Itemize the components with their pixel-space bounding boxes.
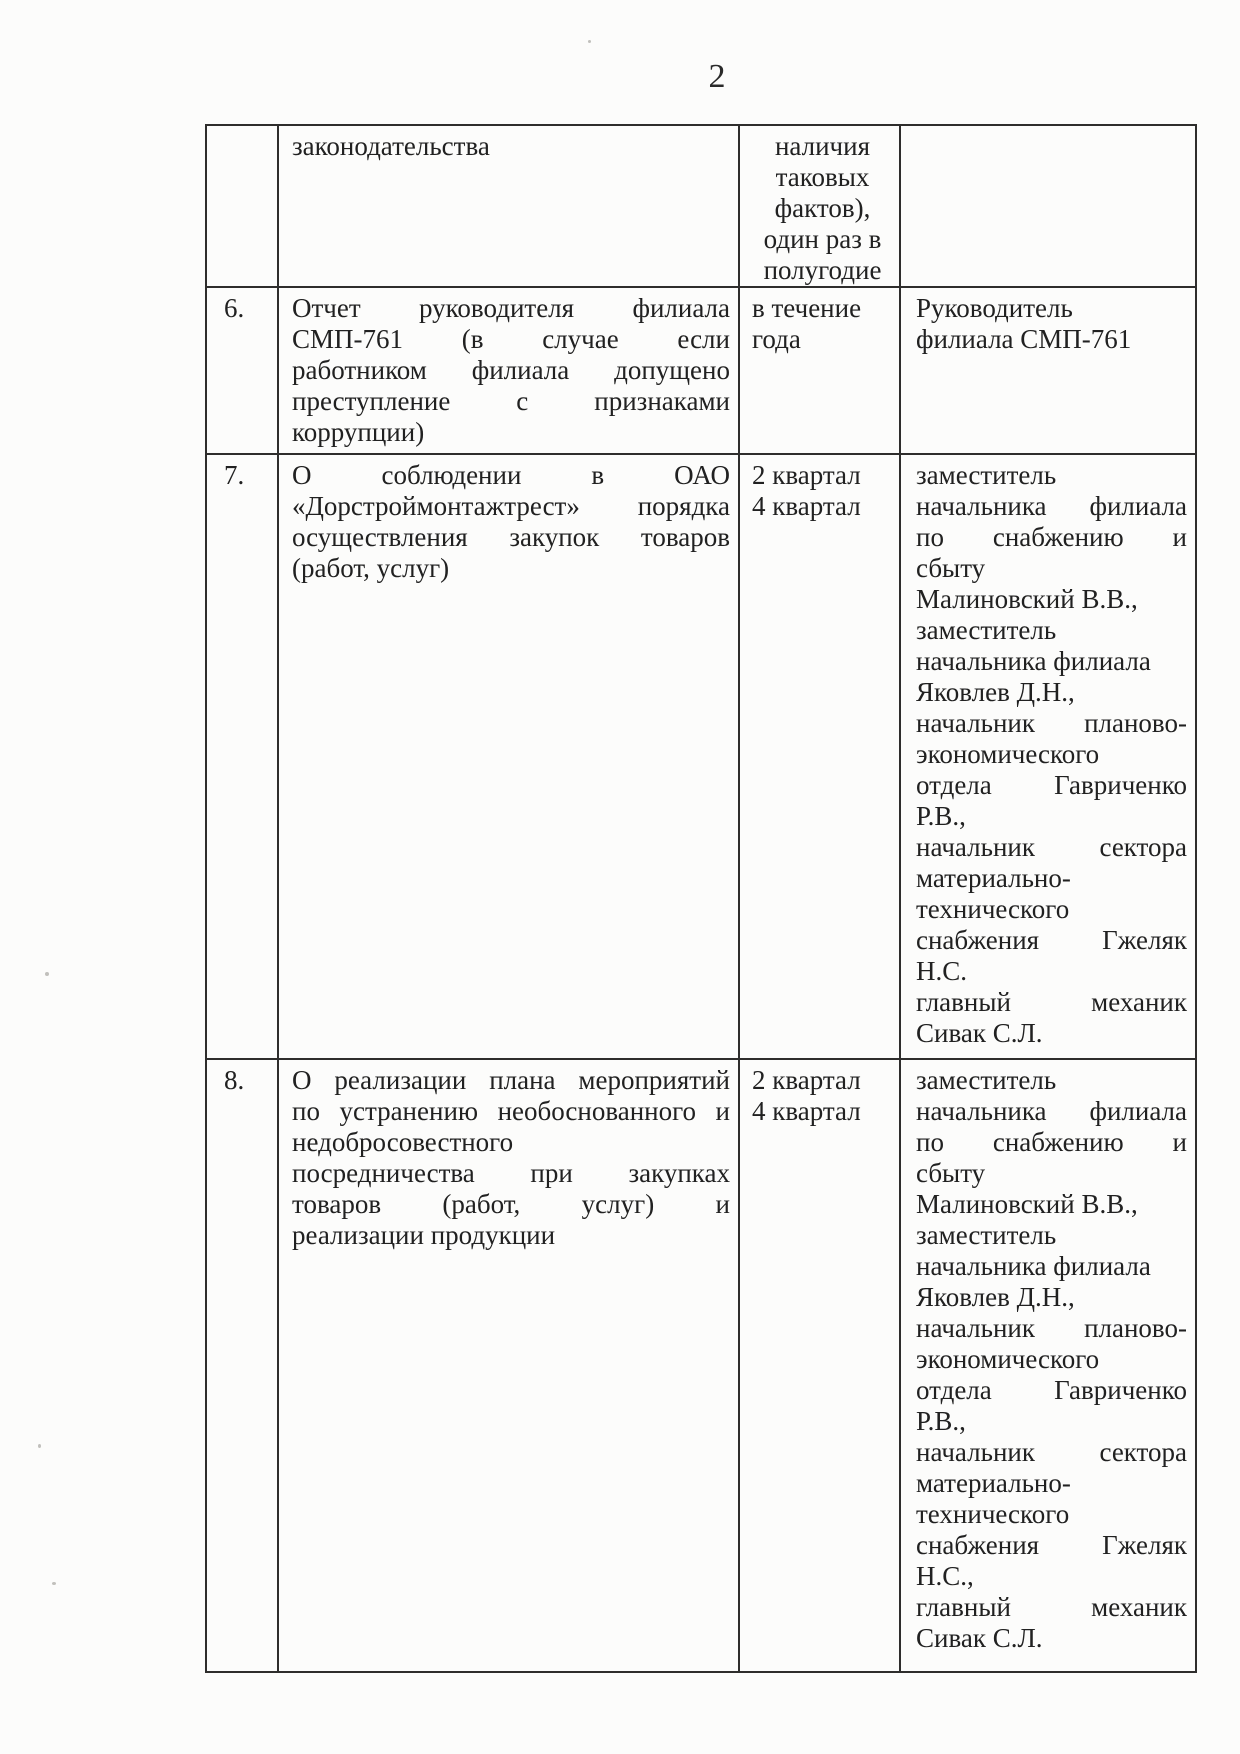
table-row-5-continued xyxy=(206,125,1196,287)
row5-description-cell: законодательства xyxy=(278,125,739,287)
scan-speck xyxy=(588,40,591,43)
row7-description-cell: О соблюдении в ОАО «Дорстроймонтажтрест» порядка осуществления закупок товаров (работ, услуг) xyxy=(278,454,739,1059)
row8-description-cell: О реализации плана мероприятий по устранению необоснованного и недобросовестного посредничества при закупках товаров (работ, услуг) и реализации продукции xyxy=(278,1059,739,1672)
table-row-7 xyxy=(206,454,1196,1059)
row5-timing-cell: наличия таковых фактов), один раз в полугодие xyxy=(739,125,900,287)
table-row-6 xyxy=(206,287,1196,454)
row6-number-cell: 6. xyxy=(206,287,278,454)
scan-speck xyxy=(38,1444,41,1448)
row5-responsible-cell xyxy=(900,125,1196,287)
row5-number-cell xyxy=(206,125,278,287)
row7-timing-cell: 2 квартал 4 квартал xyxy=(739,454,900,1059)
page-number: 2 xyxy=(708,58,726,95)
row6-timing-cell: в течение года xyxy=(739,287,900,454)
document-table xyxy=(205,124,1197,1673)
row7-number-cell: 7. xyxy=(206,454,278,1059)
row6-responsible-cell: Руководитель филиала СМП-761 xyxy=(900,287,1196,454)
row7-responsible-cell: заместитель начальника филиала по снабжению и сбыту Малиновский В.В., заместитель начальника филиала Яковлев Д.Н., начальник планово- экономического отдела Гавриченко Р.В., начальник сектора материально- технического снабжения Гжеляк Н.С. главный механик Сивак С.Л. xyxy=(900,454,1196,1059)
scan-speck xyxy=(45,972,49,976)
row8-number-cell: 8. xyxy=(206,1059,278,1672)
row8-responsible-cell: заместитель начальника филиала по снабжению и сбыту Малиновский В.В., заместитель начальника филиала Яковлев Д.Н., начальник планово- экономического отдела Гавриченко Р.В., начальник сектора материально- технического снабжения Гжеляк Н.С., главный механик Сивак С.Л. xyxy=(900,1059,1196,1672)
row6-description-cell: Отчет руководителя филиала СМП-761 (в случае если работником филиала допущено преступление с признаками коррупции) xyxy=(278,287,739,454)
scan-speck xyxy=(52,1582,56,1585)
row8-timing-cell: 2 квартал 4 квартал xyxy=(739,1059,900,1672)
table-row-8 xyxy=(206,1059,1196,1672)
